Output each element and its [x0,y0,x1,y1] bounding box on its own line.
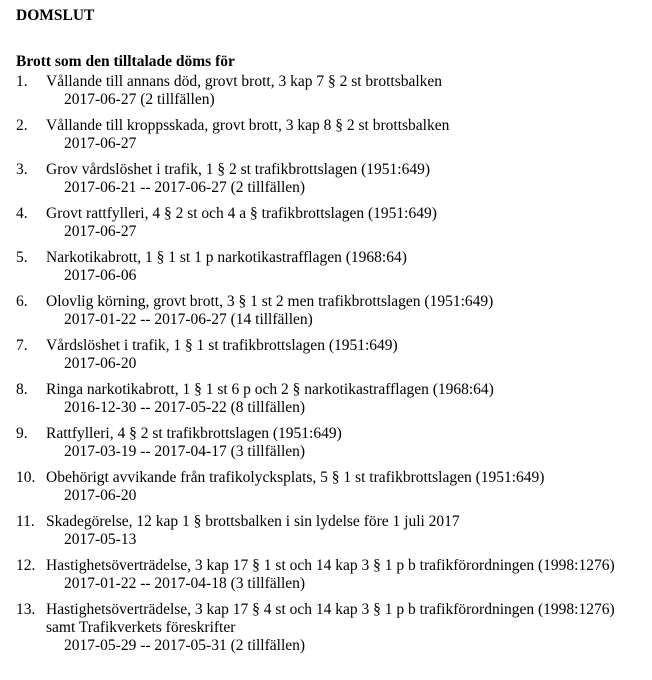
item-number: 9. [16,425,28,442]
offense-date: 2017-06-21 -- 2017-06-27 (2 tillfällen) [64,179,306,196]
offense-text: Vållande till kroppsskada, grovt brott, 3 kap 8 § 2 st brottsbalken [46,117,450,134]
list-item [16,381,646,417]
list-item [16,557,646,593]
list-item [16,601,646,655]
item-number: 12. [16,557,36,574]
offense-text: Rattfylleri, 4 § 2 st trafikbrottslagen (1951:649) [46,425,342,442]
offense-text: Obehörigt avvikande från trafikolycksplats, 5 § 1 st trafikbrottslagen (1951:649) [46,469,545,486]
item-number: 4. [16,205,28,222]
item-number: 10. [16,469,36,486]
offense-date: 2017-06-27 [64,135,137,152]
offense-date: 2017-05-29 -- 2017-05-31 (2 tillfällen) [64,637,306,654]
item-number: 5. [16,249,28,266]
document [16,7,646,663]
offense-date: 2017-06-20 [64,487,137,504]
offense-date: 2017-06-06 [64,267,137,284]
offense-date: 2017-01-22 -- 2017-06-27 (14 tillfällen) [64,311,313,328]
offense-text: Ringa narkotikabrott, 1 § 1 st 6 p och 2 § narkotikastrafflagen (1968:64) [46,381,494,398]
offense-date: 2016-12-30 -- 2017-05-22 (8 tillfällen) [64,399,306,416]
offense-text: Hastighetsöverträdelse, 3 kap 17 § 1 st och 14 kap 3 § 1 p b trafikförordningen (1998:1276) [46,557,615,574]
list-item [16,293,646,329]
offense-date: 2017-06-20 [64,355,137,372]
offense-text: Vållande till annans död, grovt brott, 3 kap 7 § 2 st brottsbalken [46,73,443,90]
list-item [16,205,646,241]
offense-text: Hastighetsöverträdelse, 3 kap 17 § 4 st och 14 kap 3 § 1 p b trafikförordningen (1998:1276) samt Trafikverkets föreskrifter [46,601,615,636]
item-number: 3. [16,161,28,178]
list-item [16,469,646,505]
offense-list [16,73,646,655]
item-number: 2. [16,117,28,134]
offense-text: Vårdslöshet i trafik, 1 § 1 st trafikbrottslagen (1951:649) [46,337,398,354]
list-item [16,73,646,109]
offense-text: Olovlig körning, grovt brott, 3 § 1 st 2 men trafikbrottslagen (1951:649) [46,293,494,310]
section-title: Brott som den tilltalade döms för [16,53,235,70]
list-item [16,513,646,549]
list-item [16,117,646,153]
item-number: 7. [16,337,28,354]
offense-text: Grovt rattfylleri, 4 § 2 st och 4 a § trafikbrottslagen (1951:649) [46,205,437,222]
offense-text: Grov vårdslöshet i trafik, 1 § 2 st trafikbrottslagen (1951:649) [46,161,430,178]
item-number: 8. [16,381,28,398]
offense-text: Skadegörelse, 12 kap 1 § brottsbalken i sin lydelse före 1 juli 2017 [46,513,460,530]
offense-date: 2017-06-27 (2 tillfällen) [64,91,215,108]
offense-date: 2017-06-27 [64,223,137,240]
offense-text: Narkotikabrott, 1 § 1 st 1 p narkotikastrafflagen (1968:64) [46,249,407,266]
list-item [16,161,646,197]
list-item [16,337,646,373]
offense-date: 2017-05-13 [64,531,137,548]
page-title: DOMSLUT [16,7,95,24]
item-number: 6. [16,293,28,310]
item-number: 11. [16,513,35,530]
offense-date: 2017-03-19 -- 2017-04-17 (3 tillfällen) [64,443,306,460]
list-item [16,249,646,285]
list-item [16,425,646,461]
item-number: 13. [16,601,36,618]
offense-date: 2017-01-22 -- 2017-04-18 (3 tillfällen) [64,575,306,592]
item-number: 1. [16,73,28,90]
